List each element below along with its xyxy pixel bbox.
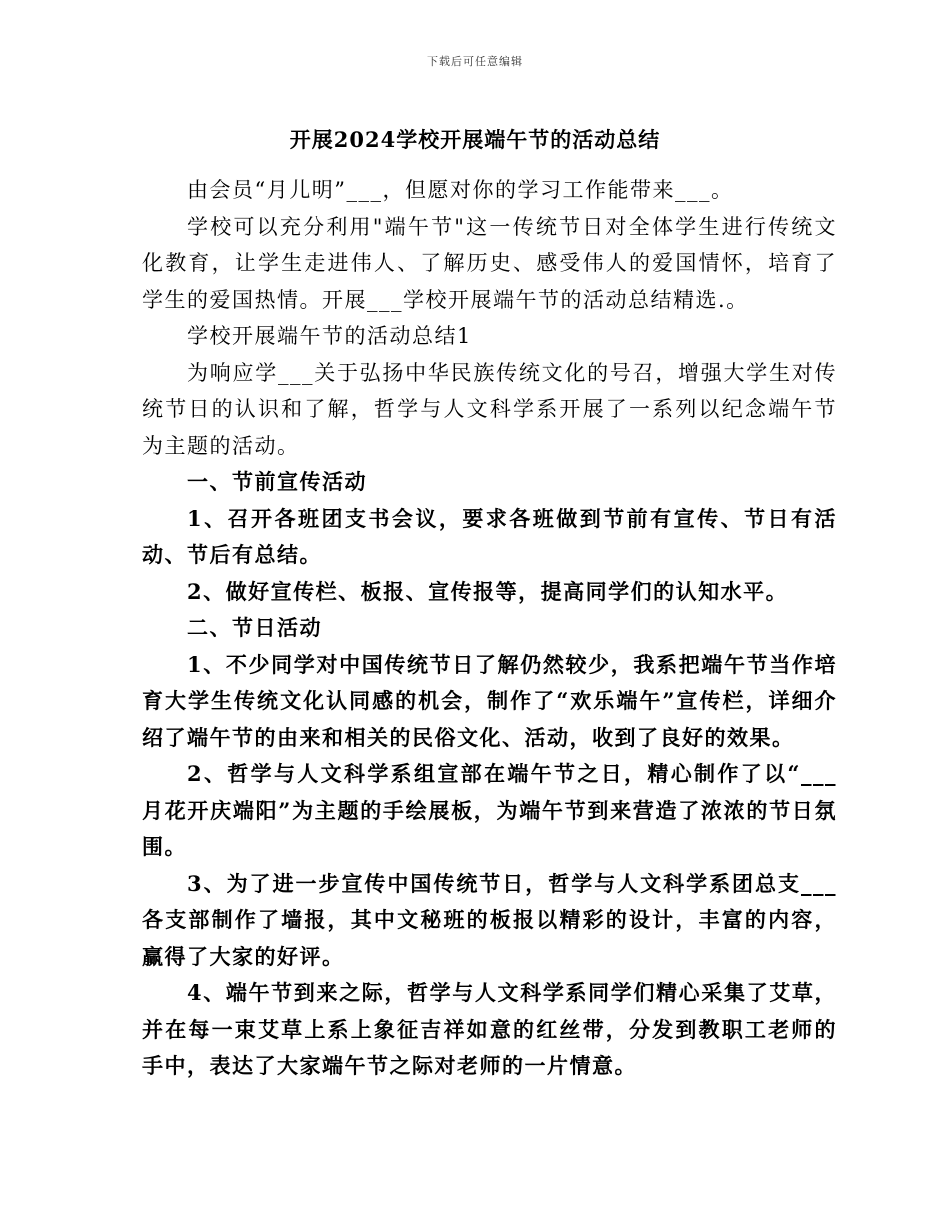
paragraph-opening: 为响应学___关于弘扬中华民族传统文化的号召，增强大学生对传统节日的认识和了解，哲学与人文科学系开展了一系列以纪念端午节为主题的活动。 — [142, 360, 837, 458]
section-heading-pre-festival: 一、节前宣传活动 — [187, 469, 367, 494]
header-note: 下载后可任意编辑 — [427, 55, 523, 68]
document-title: 开展2024学校开展端午节的活动总结 — [289, 127, 661, 152]
list-item-festival-1: 1、不少同学对中国传统节日了解仍然较少，我系把端午节当作培育大学生传统文化认同感的机会，制作了“欢乐端午”宣传栏，详细介绍了端午节的由来和相关的民俗文化、活动，收到了良好的效果。 — [142, 651, 837, 750]
list-item-pre-2: 2、做好宣传栏、板报、宣传报等，提高同学们的认知水平。 — [187, 578, 789, 604]
paragraph-intro-member: 由会员“月儿明”___，但愿对你的学习工作能带来___。 — [187, 178, 734, 202]
list-item-festival-2: 2、哲学与人文科学系组宣部在端午节之日，精心制作了以“___月花开庆端阳”为主题的手绘展板，为端午节到来营造了浓浓的节日氛围。 — [142, 761, 837, 859]
document-body — [142, 172, 837, 1085]
list-item-pre-1: 1、召开各班团支书会议，要求各班做到节前有宣传、节日有活动、节后有总结。 — [142, 505, 837, 567]
list-item-festival-4: 4、端午节到来之际，哲学与人文科学系同学们精心采集了艾草，并在每一束艾草上系上象征吉祥如意的红丝带，分发到教职工老师的手中，表达了大家端午节之际对老师的一片情意。 — [142, 980, 837, 1078]
paragraph-intro-summary: 学校可以充分利用"端午节"这一传统节日对全体学生进行传统文化教育，让学生走进伟人、了解历史、感受伟人的爱国情怀，培育了学生的爱国热情。开展___学校开展端午节的活动总结精选.。 — [142, 214, 837, 312]
section-heading-festival: 二、节日活动 — [187, 615, 322, 640]
list-item-festival-3: 3、为了进一步宣传中国传统节日，哲学与人文科学系团总支___各支部制作了墙报，其中文秘班的板报以精彩的设计，丰富的内容，赢得了大家的好评。 — [142, 870, 837, 969]
paragraph-subtitle: 学校开展端午节的活动总结1 — [187, 324, 472, 348]
